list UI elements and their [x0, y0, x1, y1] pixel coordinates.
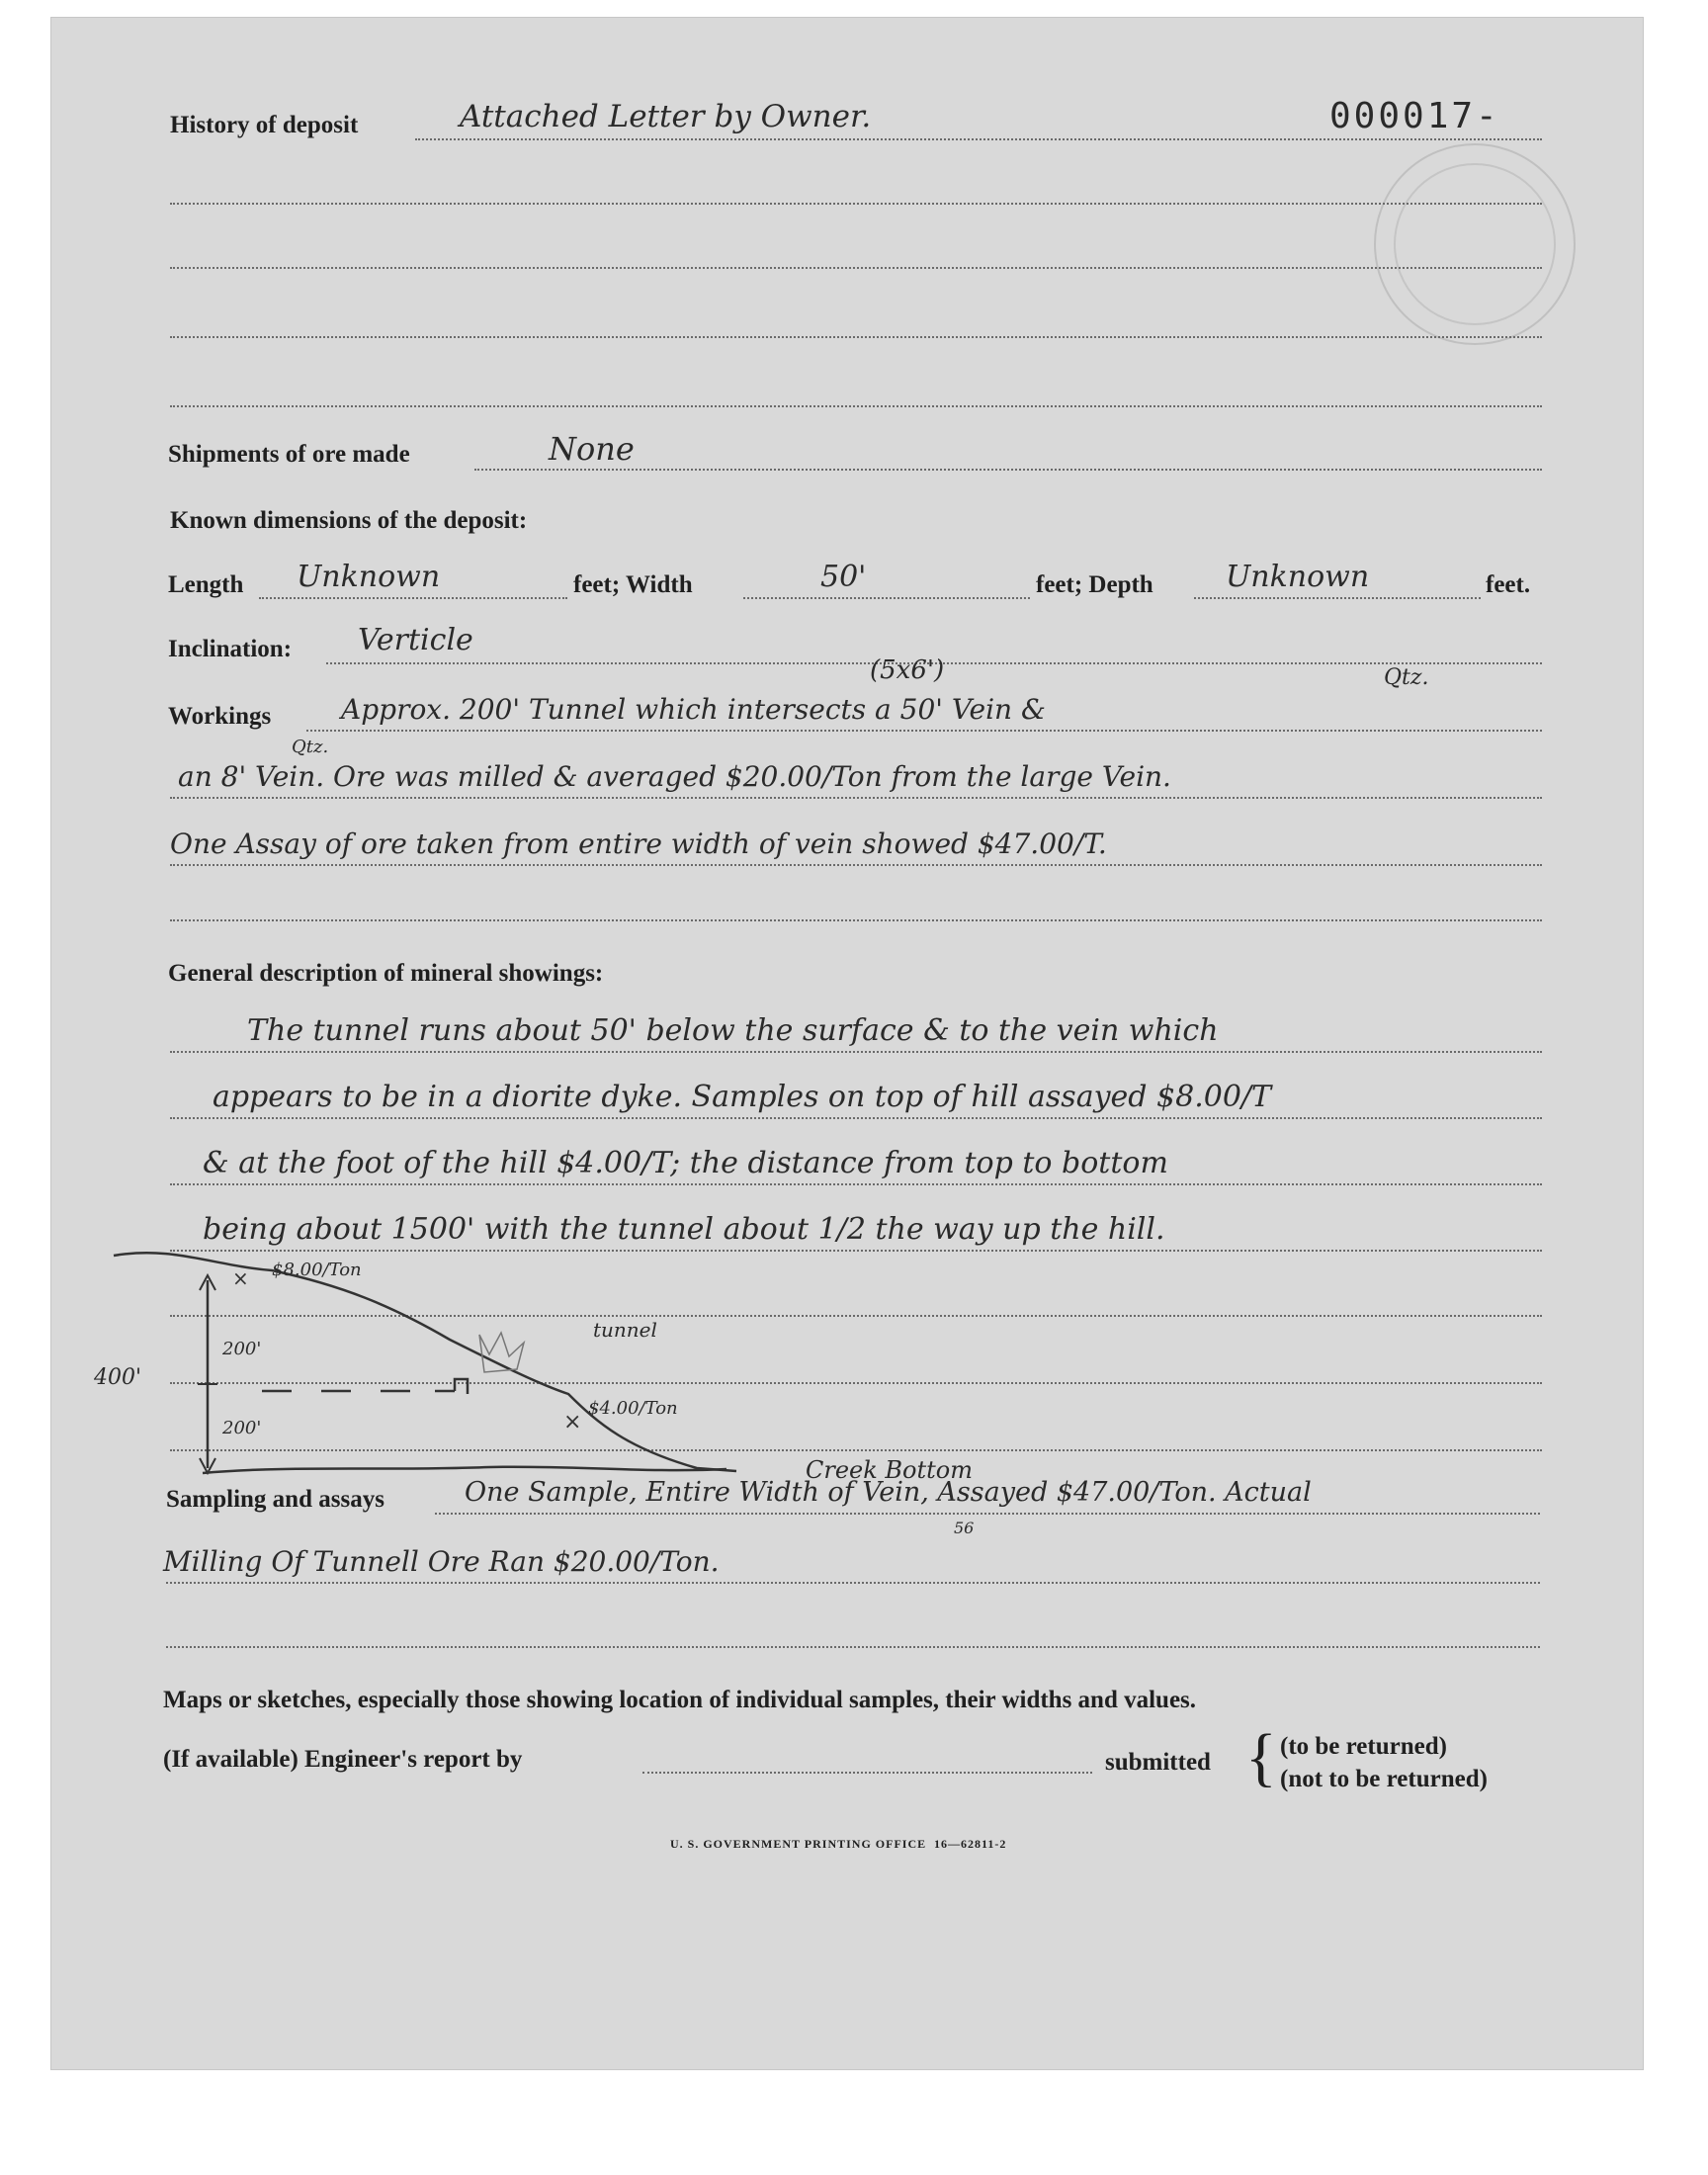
option-to-be-returned[interactable]: (to be returned) — [1280, 1733, 1447, 1760]
mark-x-top: × — [232, 1266, 249, 1290]
workings-line-1 — [306, 730, 1542, 732]
sampling-label: Sampling and assays — [166, 1486, 384, 1513]
sketch-label-400: 400' — [94, 1365, 142, 1390]
history-line-1 — [415, 138, 1542, 140]
submitted-label: submitted — [1105, 1749, 1211, 1776]
length-line — [259, 597, 567, 599]
sampling-line-2 — [166, 1582, 1540, 1584]
sampling-line-2-text[interactable]: Milling Of Tunnell Ore Ran $20.00/Ton. — [163, 1545, 720, 1578]
document-number: 000017- — [1329, 96, 1500, 136]
workings-line-1-text[interactable]: Approx. 200' Tunnel which intersects a 50' Vein & — [341, 693, 1046, 726]
general-line-1-text[interactable]: The tunnel runs about 50' below the surface & to the vein which — [247, 1013, 1219, 1048]
shipments-value[interactable]: None — [549, 430, 635, 468]
maps-instruction: Maps or sketches, especially those showing location of individual samples, their widths and values. — [163, 1687, 1197, 1713]
sketch-label-top: $8.00/Ton — [272, 1260, 362, 1280]
shipments-label: Shipments of ore made — [168, 441, 410, 468]
creek-bottom-line — [203, 1467, 726, 1473]
workings-line-4 — [170, 919, 1542, 921]
dimensions-heading: Known dimensions of the deposit: — [170, 507, 528, 534]
engineer-line — [642, 1772, 1092, 1774]
sampling-line-1 — [435, 1513, 1540, 1515]
option-not-to-be-returned[interactable]: (not to be returned) — [1280, 1766, 1488, 1792]
general-line-2-text[interactable]: appears to be in a diorite dyke. Samples on top of hill assayed $8.00/T — [213, 1080, 1272, 1114]
depth-line — [1194, 597, 1481, 599]
feet-label: feet. — [1486, 571, 1531, 598]
workings-label: Workings — [168, 703, 272, 730]
length-value[interactable]: Unknown — [297, 560, 441, 594]
inclination-value[interactable]: Verticle — [358, 623, 473, 657]
history-line-2 — [170, 203, 1542, 205]
workings-note-qtz: Qtz. — [1384, 665, 1429, 690]
workings-line-3-text[interactable]: One Assay of ore taken from entire width of vein showed $47.00/T. — [170, 827, 1107, 860]
history-line-5 — [170, 405, 1542, 407]
faint-seal-stamp-inner — [1394, 163, 1556, 325]
sketch-label-200a: 200' — [222, 1339, 262, 1359]
form-code: 16—62811-2 — [934, 1837, 1007, 1851]
general-heading: General description of mineral showings: — [168, 960, 604, 987]
width-value[interactable]: 50' — [820, 560, 867, 594]
workings-line-3 — [170, 864, 1542, 866]
history-line-4 — [170, 336, 1542, 338]
hill-profile-sketch — [94, 1246, 1082, 1503]
workings-line-2 — [170, 797, 1542, 799]
sketch-label-creek: Creek Bottom — [806, 1456, 973, 1484]
depth-label: feet; Depth — [1036, 571, 1153, 598]
history-line-3 — [170, 267, 1542, 269]
general-line-4-text[interactable]: being about 1500' with the tunnel about 1/2 the way up the hill. — [203, 1212, 1165, 1247]
general-line-2 — [170, 1117, 1542, 1119]
sampling-line-1-note: 56 — [954, 1519, 975, 1537]
workings-note-size: (5x6') — [870, 655, 945, 685]
printer-imprint: U. S. GOVERNMENT PRINTING OFFICE — [670, 1837, 927, 1851]
width-label: feet; Width — [573, 571, 693, 598]
sketch-label-bottom: $4.00/Ton — [588, 1398, 678, 1419]
width-line — [743, 597, 1030, 599]
workings-note-qtz-2: Qtz. — [292, 737, 329, 757]
general-line-3-text[interactable]: & at the foot of the hill $4.00/T; the distance from top to bottom — [203, 1146, 1168, 1180]
mark-x-bottom: × — [563, 1410, 582, 1435]
general-line-1 — [170, 1051, 1542, 1053]
workings-line-2-text[interactable]: an 8' Vein. Ore was milled & averaged $20.00/Ton from the large Vein. — [178, 760, 1171, 793]
submitted-brace: { — [1245, 1721, 1277, 1793]
shipments-line — [474, 469, 1542, 471]
inclination-label: Inclination: — [168, 636, 293, 662]
depth-value[interactable]: Unknown — [1226, 560, 1370, 594]
engineer-label: (If available) Engineer's report by — [163, 1746, 523, 1773]
sampling-line-3 — [166, 1646, 1540, 1648]
tunnel-portal-mark — [455, 1379, 468, 1394]
sketch-label-200b: 200' — [222, 1418, 262, 1438]
history-label: History of deposit — [170, 112, 359, 138]
sketch-label-tunnel: tunnel — [593, 1318, 657, 1342]
length-label: Length — [168, 571, 244, 598]
sampling-line-1-text[interactable]: One Sample, Entire Width of Vein, Assayed $47.00/Ton. Actual — [465, 1477, 1312, 1508]
general-line-3 — [170, 1183, 1542, 1185]
history-value[interactable]: Attached Letter by Owner. — [460, 99, 872, 134]
